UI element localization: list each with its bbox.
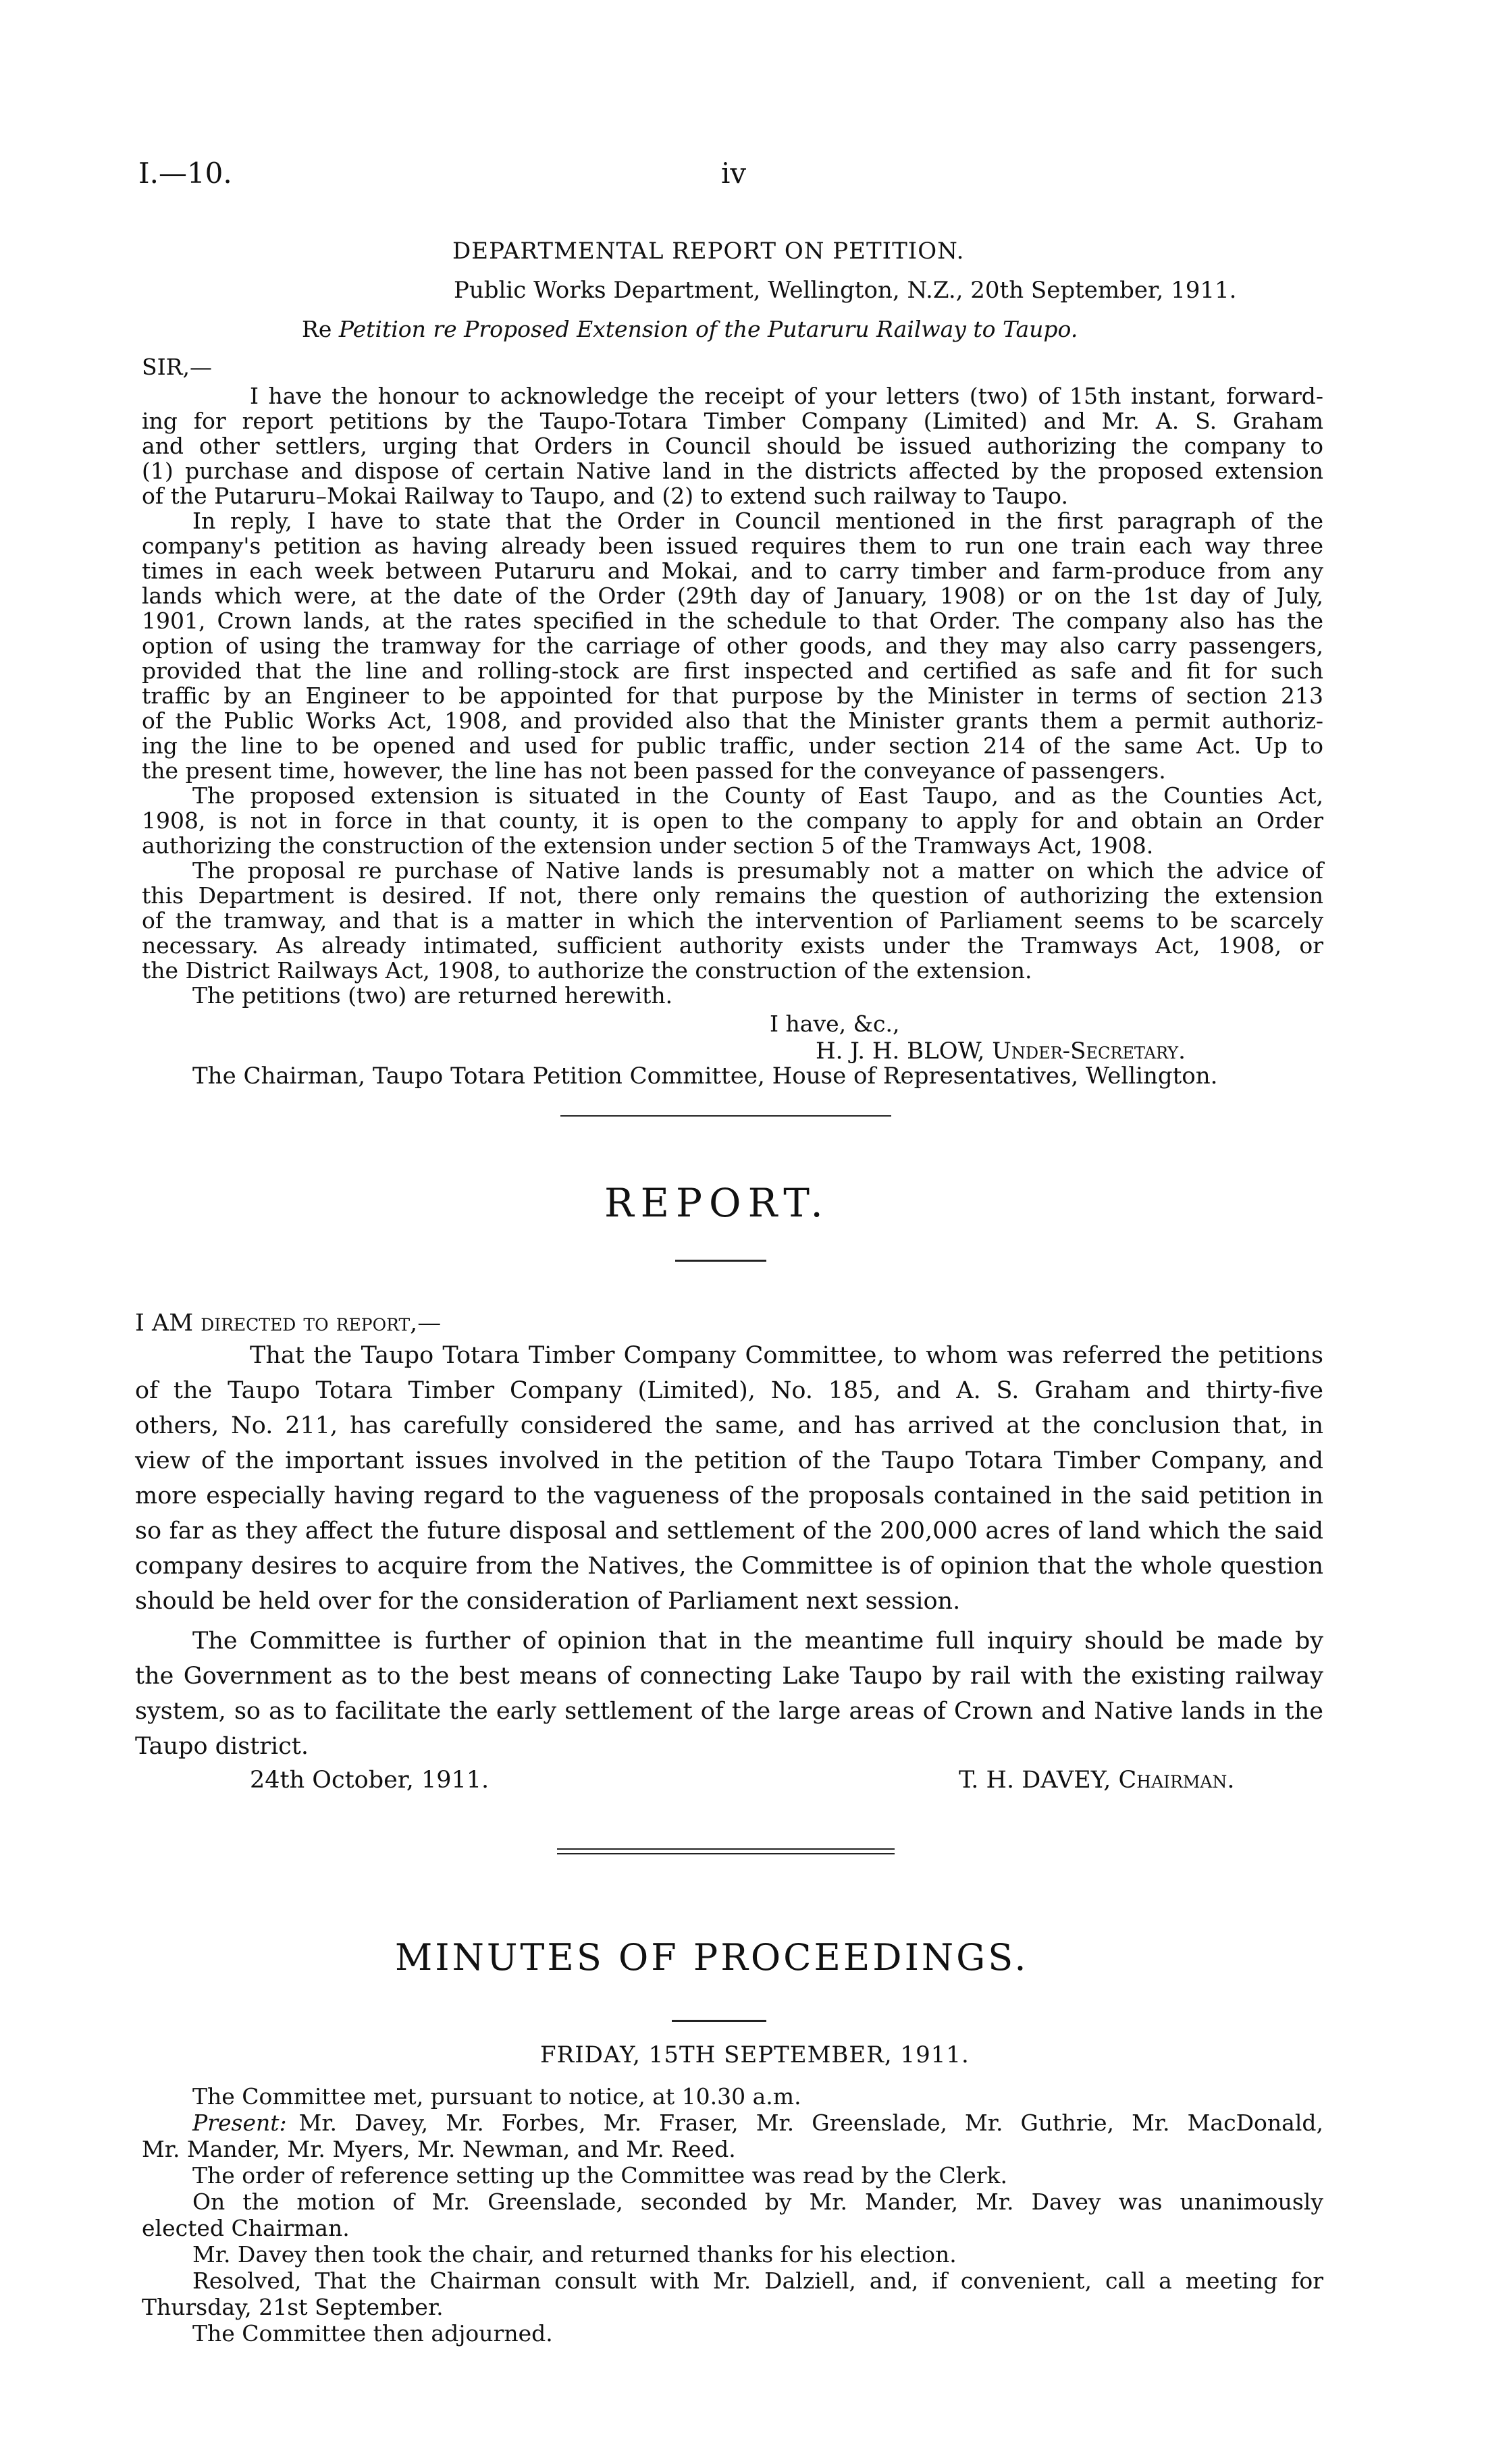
- dept-line: The proposed extension is situated in the County of East Taupo, and as the Counties Act,: [192, 782, 1323, 809]
- section-divider: [560, 1115, 891, 1117]
- report-line: company desires to acquire from the Natives, the Committee is of opinion that the whole question: [135, 1553, 1323, 1580]
- dept-line: In reply, I have to state that the Order in Council mentioned in the first paragraph of the: [192, 508, 1323, 534]
- dept-line: provided that the line and rolling-stock are first inspected and certified as safe and fit for such: [142, 658, 1323, 684]
- report-date: 24th October, 1911.: [250, 1767, 490, 1794]
- report-line: of the Taupo Totara Timber Company (Limited), No. 185, and A. S. Graham and thirty-five: [135, 1377, 1323, 1404]
- dept-line: the present time, however, the line has not been passed for the conveyance of passengers.: [142, 757, 1166, 784]
- dept-line: necessary. As already intimated, sufficient authority exists under the Tramways Act, 1908, or: [142, 932, 1323, 959]
- minutes-line: The order of reference setting up the Committee was read by the Clerk.: [192, 2162, 1007, 2189]
- dept-line: option of using the tramway for the carriage of other goods, and they may also carry passengers,: [142, 633, 1323, 659]
- dept-line: of the Putaruru–Mokai Railway to Taupo, and (2) to extend such railway to Taupo.: [142, 483, 1068, 509]
- departmental-dateline: Public Works Department, Wellington, N.Z., 20th September, 1911.: [454, 277, 1237, 304]
- dept-line: of the tramway, and that is a matter in which the intervention of Parliament seems to be scarcely: [142, 907, 1323, 934]
- minutes-line: Mr. Mander, Mr. Myers, Mr. Newman, and Mr. Reed.: [142, 2136, 736, 2162]
- present-label: Present:: [192, 2110, 287, 2136]
- report-line: Taupo district.: [135, 1733, 309, 1760]
- minutes-line: Resolved, That the Chairman consult with Mr. Dalziell, and, if convenient, call a meeting for: [192, 2268, 1323, 2294]
- minutes-line: Mr. Davey then took the chair, and returned thanks for his election.: [192, 2241, 957, 2268]
- dept-line: (1) purchase and dispose of certain Native land in the districts affected by the proposed extension: [142, 458, 1323, 484]
- minutes-line: elected Chairman.: [142, 2215, 350, 2241]
- minutes-line: Thursday, 21st September.: [142, 2294, 444, 2320]
- dept-line: of the Public Works Act, 1908, and provided also that the Minister grants them a permit authoriz-: [142, 707, 1323, 734]
- report-line: view of the important issues involved in the petition of the Taupo Totara Timber Company, and: [135, 1447, 1323, 1474]
- report-line: The Committee is further of opinion that in the meantime full inquiry should be made by: [192, 1628, 1323, 1655]
- departmental-signature: H. J. H. BLOW, Under-Secretary.: [816, 1038, 1186, 1065]
- report-intro: I AM directed to report,—: [135, 1310, 442, 1337]
- page-number: iv: [721, 157, 747, 190]
- dept-line: traffic by an Engineer to be appointed for that purpose by the Minister in terms of section 213: [142, 682, 1323, 709]
- dept-line: I have the honour to acknowledge the receipt of your letters (two) of 15th instant, forward-: [250, 383, 1323, 409]
- page-reference: I.—10.: [138, 157, 232, 190]
- re-subject: [302, 316, 1078, 342]
- departmental-title: DEPARTMENTAL REPORT ON PETITION.: [452, 238, 965, 265]
- dept-line: 1908, is not in force in that county, it is open to the company to apply for and obtain an Order: [142, 807, 1323, 834]
- dept-line: 1901, Crown lands, at the rates specified in the schedule to that Order. The company also has the: [142, 608, 1323, 634]
- dept-line: lands which were, at the date of the Order (29th day of January, 1908) or on the 1st day of July,: [142, 583, 1323, 609]
- report-line: more especially having regard to the vagueness of the proposals contained in the said petition in: [135, 1482, 1323, 1509]
- minutes-date-heading: FRIDAY, 15TH SEPTEMBER, 1911.: [540, 2041, 970, 2068]
- dept-line: ing the line to be opened and used for public traffic, under section 214 of the same Act. Up to: [142, 732, 1323, 759]
- minutes-line: The Committee met, pursuant to notice, at 10.30 a.m.: [192, 2083, 801, 2110]
- report-title: REPORT.: [604, 1180, 830, 1226]
- report-line: should be held over for the consideration of Parliament next session.: [135, 1588, 961, 1615]
- dept-line: company's petition as having already been issued requires them to run one train each way three: [142, 533, 1323, 559]
- report-signature: T. H. DAVEY, Chairman.: [959, 1767, 1235, 1794]
- dept-line: this Department is desired. If not, there only remains the question of authorizing the extension: [142, 882, 1323, 909]
- report-line: so far as they affect the future disposal and settlement of the 200,000 acres of land which the said: [135, 1518, 1323, 1545]
- re-subject-text: Petition re Proposed Extension of the Putaruru Railway to Taupo.: [338, 316, 1078, 342]
- report-line: others, No. 211, has carefully considered the same, and has arrived at the conclusion that, in: [135, 1412, 1323, 1439]
- title-rule: [672, 2020, 766, 2022]
- dept-line: ing for report petitions by the Taupo-Totara Timber Company (Limited) and Mr. A. S. Graham: [142, 408, 1323, 434]
- report-line: system, so as to facilitate the early settlement of the large areas of Crown and Native lands in the: [135, 1698, 1323, 1725]
- section-divider: [557, 1848, 895, 1850]
- dept-line: times in each week between Putaruru and Mokai, and to carry timber and farm-produce from any: [142, 558, 1323, 584]
- addressee: The Chairman, Taupo Totara Petition Committee, House of Representatives, Wellington.: [192, 1063, 1218, 1090]
- minutes-present-line: [192, 2110, 1323, 2136]
- report-line: That the Taupo Totara Timber Company Committee, to whom was referred the petitions: [250, 1342, 1323, 1369]
- dept-line: The petitions (two) are returned herewith.: [192, 982, 673, 1009]
- dept-line: the District Railways Act, 1908, to authorize the construction of the extension.: [142, 957, 1032, 984]
- present-members: Mr. Davey, Mr. Forbes, Mr. Fraser, Mr. Greenslade, Mr. Guthrie, Mr. MacDonald,: [298, 2110, 1323, 2136]
- dept-line: The proposal re purchase of Native lands is presumably not a matter on which the advice of: [192, 857, 1323, 884]
- title-rule: [675, 1260, 766, 1262]
- re-prefix: Re: [302, 316, 332, 342]
- minutes-line: On the motion of Mr. Greenslade, seconded by Mr. Mander, Mr. Davey was unanimously: [192, 2189, 1323, 2215]
- salutation: SIR,—: [142, 354, 212, 380]
- dept-line: and other settlers, urging that Orders in Council should be issued authorizing the company to: [142, 433, 1323, 459]
- minutes-line: The Committee then adjourned.: [192, 2320, 553, 2347]
- closing: I have, &c.,: [770, 1011, 900, 1037]
- minutes-title: MINUTES OF PROCEEDINGS.: [395, 1936, 1029, 1979]
- report-line: the Government as to the best means of connecting Lake Taupo by rail with the existing railway: [135, 1663, 1323, 1690]
- section-divider: [557, 1853, 895, 1854]
- dept-line: authorizing the construction of the extension under section 5 of the Tramways Act, 1908.: [142, 832, 1154, 859]
